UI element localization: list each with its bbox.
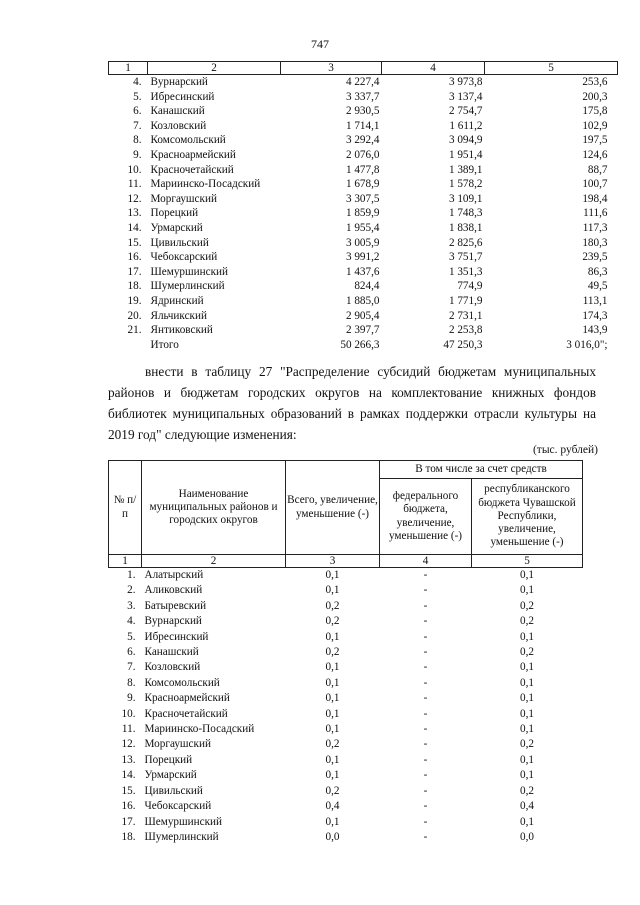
total-value: 0,2: [325, 784, 340, 797]
republic-value: 239,5: [582, 251, 608, 264]
row-number: 5.: [133, 90, 142, 103]
federal-value: -: [423, 830, 428, 843]
units-label: (тыс. рублей): [532, 444, 598, 456]
header-republic: республиканского бюджета Чувашской Республики, увеличение, уменьшение (-): [472, 479, 583, 555]
federal-value: -: [423, 800, 428, 813]
row-number: 6.: [127, 646, 136, 659]
district-name: Канашский: [144, 646, 199, 659]
table-row: [109, 279, 618, 294]
total-value: 3 307,5: [345, 192, 380, 205]
republic-value: 0,2: [520, 646, 534, 659]
federal-value: 47 250,3: [443, 338, 483, 351]
total-value: 1 714,1: [345, 119, 380, 132]
federal-value: -: [423, 738, 428, 751]
district-name: Ибресинский: [150, 90, 215, 103]
header-total: Всего, увеличение, уменьшение (-): [286, 461, 380, 555]
table-row: [109, 192, 618, 207]
republic-value: 0,1: [520, 723, 534, 736]
table-header-row: [109, 461, 583, 479]
total-value: 0,1: [325, 723, 340, 736]
total-value: 824,4: [354, 280, 380, 293]
total-value: 0,2: [325, 646, 340, 659]
table-row: [109, 799, 583, 814]
district-name: Урмарский: [144, 769, 197, 782]
federal-value: -: [423, 661, 428, 674]
federal-value: 1 838,1: [448, 221, 483, 234]
total-value: 0,0: [325, 830, 340, 843]
district-name: Мариинско-Посадский: [150, 178, 261, 191]
row-number: 20.: [127, 309, 142, 322]
federal-value: 3 094,9: [448, 134, 483, 147]
federal-value: -: [423, 707, 428, 720]
district-name: Янтиковский: [150, 324, 213, 337]
total-value: 0,1: [325, 753, 340, 766]
table-row: [109, 768, 583, 783]
federal-value: 1 578,2: [448, 178, 483, 191]
republic-value: 0,2: [520, 738, 534, 751]
row-number: 11.: [121, 723, 136, 736]
column-number: 2: [148, 62, 281, 75]
republic-value: 3 016,0";: [566, 338, 608, 351]
republic-value: 253,6: [582, 76, 608, 88]
district-name: Мариинско-Посадский: [144, 723, 255, 736]
table-row: [109, 338, 618, 353]
total-value: 50 266,3: [340, 338, 380, 351]
table-body: [109, 568, 583, 846]
table-row: [109, 104, 618, 119]
header-group: В том числе за счет средств: [380, 461, 583, 479]
column-number-row: [109, 555, 583, 568]
row-number: 8.: [127, 676, 136, 689]
district-name: Шемуршинский: [150, 265, 228, 278]
district-name: Канашский: [150, 105, 205, 118]
header-name: Наименование муниципальных районов и городских округов: [142, 461, 286, 555]
district-name: Чебоксарский: [150, 251, 218, 264]
row-number: 11.: [127, 178, 142, 191]
district-name: Шумерлинский: [150, 280, 225, 293]
federal-value: 3 109,1: [448, 192, 483, 205]
district-name: Итого: [150, 338, 179, 351]
total-value: 0,1: [325, 769, 340, 782]
total-value: 0,1: [325, 569, 340, 581]
federal-value: 2 253,8: [448, 324, 483, 337]
row-number: 15.: [121, 784, 136, 797]
federal-value: 3 137,4: [448, 90, 483, 103]
row-number: 14.: [127, 221, 142, 234]
table-row: [109, 163, 618, 178]
row-number: 4.: [127, 615, 136, 628]
table-row: [109, 830, 583, 845]
column-number: 1: [109, 555, 142, 568]
federal-value: -: [423, 815, 428, 828]
row-number: 3.: [127, 599, 136, 612]
row-number: 13.: [121, 753, 136, 766]
header-number: № п/п: [109, 461, 142, 555]
table-row: [109, 614, 583, 629]
row-number: 12.: [127, 192, 142, 205]
republic-value: 174,3: [582, 309, 608, 322]
total-value: 0,2: [325, 599, 340, 612]
district-name: Цивильский: [150, 236, 209, 249]
district-name: Комсомольский: [150, 134, 226, 147]
row-number: 21.: [127, 324, 142, 337]
district-name: Шемуршинский: [144, 815, 222, 828]
table-row: [109, 133, 618, 148]
row-number: 14.: [121, 769, 136, 782]
republic-value: 0,1: [520, 584, 534, 597]
total-value: 2 905,4: [345, 309, 380, 322]
republic-value: 0,1: [520, 661, 534, 674]
republic-value: 117,3: [582, 221, 608, 234]
row-number: 18.: [121, 830, 136, 843]
row-number: 2.: [127, 584, 136, 597]
republic-value: 86,3: [587, 265, 608, 278]
total-value: 1 859,9: [345, 207, 380, 220]
page-number: 747: [311, 37, 329, 51]
table-row: [109, 221, 618, 236]
column-number: 3: [281, 62, 382, 75]
table-row: [109, 737, 583, 752]
republic-value: 0,2: [520, 784, 534, 797]
row-number: 4.: [133, 76, 142, 88]
republic-value: 0,1: [520, 815, 534, 828]
row-number: 10.: [121, 707, 136, 720]
district-name: Комсомольский: [144, 676, 220, 689]
federal-value: 3 973,8: [448, 76, 483, 88]
district-name: Красночетайский: [144, 707, 228, 720]
republic-value: 0,2: [520, 599, 534, 612]
table-row: [109, 722, 583, 737]
table-row: [109, 583, 583, 598]
republic-value: 0,1: [520, 707, 534, 720]
table-row: [109, 294, 618, 309]
table-row: [109, 660, 583, 675]
federal-value: 2 825,6: [448, 236, 483, 249]
federal-value: 3 751,7: [448, 251, 483, 264]
district-name: Вурнарский: [150, 76, 208, 88]
row-number: 17.: [121, 815, 136, 828]
district-name: Урмарский: [150, 221, 203, 234]
republic-value: 0,1: [520, 769, 534, 782]
table-row: [109, 236, 618, 251]
table-row: [109, 323, 618, 338]
republic-value: 49,5: [587, 280, 608, 293]
table-row: [109, 75, 618, 90]
republic-value: 102,9: [582, 119, 608, 132]
republic-value: 180,3: [582, 236, 608, 249]
total-value: 0,1: [325, 692, 340, 705]
total-value: 2 397,7: [345, 324, 380, 337]
federal-value: -: [423, 753, 428, 766]
federal-value: -: [423, 723, 428, 736]
total-value: 1 678,9: [345, 178, 380, 191]
table-row: [109, 753, 583, 768]
federal-value: -: [423, 584, 428, 597]
total-value: 2 076,0: [345, 148, 380, 161]
row-number: 1.: [127, 569, 136, 581]
republic-value: 0,1: [520, 753, 534, 766]
column-number: 5: [472, 555, 583, 568]
republic-value: 0,1: [520, 676, 534, 689]
federal-value: -: [423, 599, 428, 612]
district-name: Красночетайский: [150, 163, 234, 176]
district-name: Яльчикский: [150, 309, 207, 322]
row-number: 9.: [133, 148, 142, 161]
federal-value: -: [423, 784, 428, 797]
republic-value: 0,1: [520, 569, 534, 581]
total-value: 0,1: [325, 630, 340, 643]
library-funds-table: [108, 460, 583, 845]
total-value: 0,1: [325, 707, 340, 720]
federal-value: 1 351,3: [448, 265, 483, 278]
row-number: 13.: [127, 207, 142, 220]
federal-value: -: [423, 769, 428, 782]
federal-value: 1 771,9: [448, 294, 483, 307]
table-row: [109, 90, 618, 105]
row-number: 7.: [133, 119, 142, 132]
district-name: Красноармейский: [144, 692, 230, 705]
total-value: 1 955,4: [345, 221, 380, 234]
row-number: 12.: [121, 738, 136, 751]
federal-value: 1 389,1: [448, 163, 483, 176]
republic-value: 113,1: [582, 294, 608, 307]
total-value: 3 991,2: [345, 251, 380, 264]
total-value: 0,1: [325, 661, 340, 674]
republic-value: 0,4: [520, 800, 534, 813]
republic-value: 0,2: [520, 615, 534, 628]
total-value: 0,1: [325, 584, 340, 597]
district-name: Алатырский: [144, 569, 204, 581]
republic-value: 88,7: [587, 163, 608, 176]
republic-value: 0,1: [520, 692, 534, 705]
total-value: 1 885,0: [345, 294, 380, 307]
total-value: 1 477,8: [345, 163, 380, 176]
row-number: 6.: [133, 105, 142, 118]
district-name: Козловский: [144, 661, 201, 674]
table-row: [109, 119, 618, 134]
district-name: Ядринский: [150, 294, 204, 307]
row-number: 18.: [127, 280, 142, 293]
district-name: Аликовский: [144, 584, 203, 597]
federal-value: -: [423, 676, 428, 689]
federal-value: 1 748,3: [448, 207, 483, 220]
district-name: Шумерлинский: [144, 830, 219, 843]
table-row: [109, 815, 583, 830]
total-value: 0,2: [325, 615, 340, 628]
row-number: 16.: [121, 800, 136, 813]
total-value: 0,1: [325, 815, 340, 828]
table-row: [109, 784, 583, 799]
row-number: 15.: [127, 236, 142, 249]
district-name: Красноармейский: [150, 148, 236, 161]
republic-value: 0,1: [520, 630, 534, 643]
republic-value: 175,8: [582, 105, 608, 118]
total-value: 3 292,4: [345, 134, 380, 147]
total-value: 0,2: [325, 738, 340, 751]
district-name: Чебоксарский: [144, 800, 212, 813]
table-row: [109, 691, 583, 706]
row-number: 9.: [127, 692, 136, 705]
table-body: [109, 75, 618, 353]
amendment-paragraph: внести в таблицу 27 "Распределение субсидий бюджетам муниципальных районов и бюджетам городских округов на комплектование книжных фондов библиотек муниципальных образований в рамках поддержки отрасли культуры на 2019 год" следующие изменения:: [108, 364, 596, 442]
district-name: Порецкий: [144, 753, 193, 766]
district-name: Козловский: [150, 119, 207, 132]
district-name: Батыревский: [144, 599, 207, 612]
row-number: 5.: [127, 630, 136, 643]
column-number-row: [109, 62, 618, 75]
total-value: 3 005,9: [345, 236, 380, 249]
total-value: 3 337,7: [345, 90, 380, 103]
table-row: [109, 177, 618, 192]
table-row: [109, 599, 583, 614]
total-value: 4 227,4: [345, 76, 380, 88]
table-row: [109, 707, 583, 722]
republic-value: 111,6: [583, 207, 608, 220]
federal-value: -: [423, 615, 428, 628]
district-name: Моргаушский: [150, 192, 217, 205]
table-row: [109, 630, 583, 645]
total-value: 1 437,6: [345, 265, 380, 278]
column-number: 4: [380, 555, 472, 568]
federal-value: -: [423, 692, 428, 705]
district-name: Вурнарский: [144, 615, 202, 628]
federal-value: -: [423, 646, 428, 659]
republic-value: 197,5: [582, 134, 608, 147]
table-row: [109, 309, 618, 324]
row-number: 8.: [133, 134, 142, 147]
column-number: 3: [286, 555, 380, 568]
district-name: Ибресинский: [144, 630, 209, 643]
row-number: 10.: [127, 163, 142, 176]
table-row: [109, 568, 583, 584]
federal-value: 1 611,2: [449, 119, 483, 132]
table-row: [109, 250, 618, 265]
district-name: Цивильский: [144, 784, 203, 797]
federal-value: 1 951,4: [448, 148, 483, 161]
table-row: [109, 265, 618, 280]
row-number: 19.: [127, 294, 142, 307]
column-number: 1: [109, 62, 148, 75]
column-number: 2: [142, 555, 286, 568]
federal-value: 2 754,7: [448, 105, 483, 118]
federal-value: -: [423, 569, 428, 581]
republic-value: 198,4: [582, 192, 608, 205]
row-number: 16.: [127, 251, 142, 264]
republic-value: 100,7: [582, 178, 608, 191]
republic-value: 124,6: [582, 148, 608, 161]
district-name: Порецкий: [150, 207, 199, 220]
republic-value: 143,9: [582, 324, 608, 337]
column-number: 5: [485, 62, 618, 75]
column-number: 4: [382, 62, 485, 75]
total-value: 0,4: [325, 800, 340, 813]
row-number: 17.: [127, 265, 142, 278]
district-name: Моргаушский: [144, 738, 211, 751]
federal-value: -: [423, 630, 428, 643]
federal-value: 2 731,1: [448, 309, 483, 322]
republic-value: 0,0: [520, 830, 534, 843]
table-row: [109, 206, 618, 221]
table-row: [109, 148, 618, 163]
table-row: [109, 645, 583, 660]
header-federal: федерального бюджета, увеличение, уменьшение (-): [380, 479, 472, 555]
federal-value: 774,9: [457, 280, 483, 293]
subsidies-table-continued: [108, 61, 618, 352]
total-value: 0,1: [325, 676, 340, 689]
row-number: 7.: [127, 661, 136, 674]
table-row: [109, 676, 583, 691]
total-value: 2 930,5: [345, 105, 380, 118]
row-number: [109, 338, 148, 353]
republic-value: 200,3: [582, 90, 608, 103]
